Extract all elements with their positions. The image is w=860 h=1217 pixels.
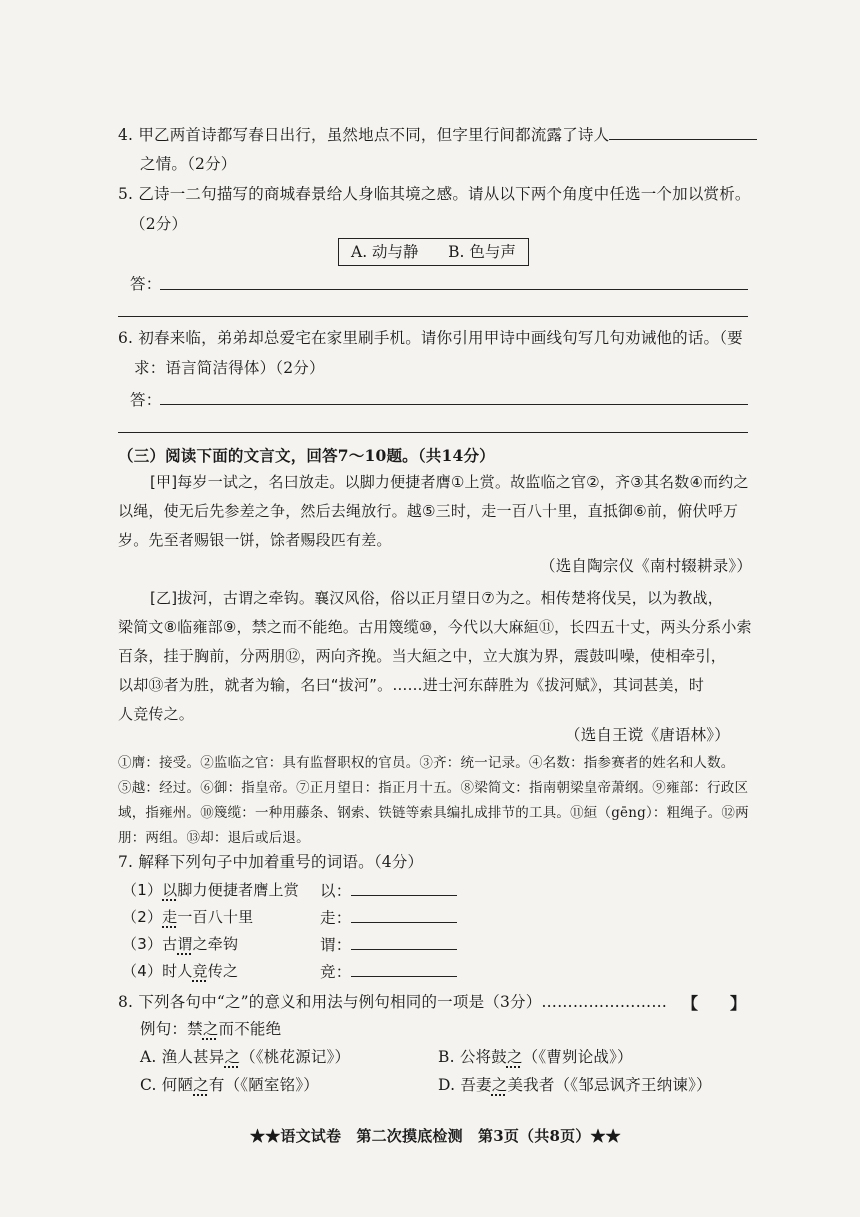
q7-item-2 <box>122 906 253 928</box>
q8-option-d-post: 美我者（《邹忌讽齐王纳谏》） <box>507 1076 712 1094</box>
q6-answer-line-2[interactable] <box>118 432 748 433</box>
q5-options-box <box>338 238 529 266</box>
q7-item-1-post: 脚力便捷者膺上赏 <box>177 881 299 899</box>
q6-line1: 6. 初春来临，弟弟却总爱宅在家里刷手机。请你引用甲诗中画线句写几句劝诫他的话。（要 <box>118 329 743 347</box>
jia-line-2: 以绳，使无后先参差之争，然后去绳放行。越⑤三时，走一百八十里，直抵御⑥前，俯伏呼万 <box>118 502 739 520</box>
q7-item-3-dotted: 谓 <box>177 935 193 953</box>
q5-option-b: B. 色与声 <box>448 243 516 261</box>
q4-blank[interactable] <box>609 123 757 140</box>
yi-source: （选自王谠《唐语林》） <box>565 726 730 744</box>
q8-option-c-post: 有（《陋室铭》） <box>208 1076 319 1094</box>
jia-line-3: 岁。先至者赐银一饼，馀者赐段匹有差。 <box>118 531 392 549</box>
q6-answer-label: 答： <box>130 391 162 409</box>
q5-answer-label: 答： <box>130 275 162 293</box>
section3-title: （三）阅读下面的文言文，回答7～10题。（共14分） <box>118 446 495 465</box>
q7-item-2-blank[interactable] <box>351 906 457 923</box>
q8-answer-bracket[interactable]: 【 】 <box>682 994 747 1013</box>
q7-item-1-label: 以： <box>320 882 352 900</box>
notes-line-3: 域，指雍州。⑩篾缆：一种用藤条、钢索、铁链等索具编扎成排节的工具。⑪絙（gēng）：粗绳子。⑫两 <box>118 805 749 821</box>
q8-option-b <box>438 1046 633 1068</box>
q8-option-b-post: （《曹刿论战》） <box>522 1048 633 1066</box>
q7-item-2-pre: （2） <box>122 908 163 926</box>
q8-example-post: 而不能绝 <box>218 1020 282 1038</box>
q7-item-1-answer <box>320 879 457 902</box>
jia-source: （选自陶宗仪《南村辍耕录》） <box>540 557 753 575</box>
q8-option-a-pre: A. 渔人甚异 <box>140 1048 225 1066</box>
q5-answer-line-2[interactable] <box>118 316 748 317</box>
q7-title: 7. 解释下列句子中加着重号的词语。（4分） <box>118 853 424 871</box>
notes-line-1: ①膺：接受。②监临之官：具有监督职权的官员。③齐：统一记录。④名数：指参赛者的姓名和人数。 <box>118 755 735 771</box>
q7-item-2-label: 走： <box>320 909 352 927</box>
q7-item-3-post: 之牵钩 <box>192 935 239 953</box>
yi-line-2: 梁简文⑧临雍部⑨，禁之而不能绝。古用篾缆⑩，今代以大麻絙⑪，长四五十丈，两头分系小索 <box>118 618 752 636</box>
q7-item-4-dotted: 竞 <box>192 962 208 980</box>
q7-item-4-pre: （4）时人 <box>122 962 193 980</box>
notes-line-2: ⑤越：经过。⑥御：指皇帝。⑦正月望日：指正月十五。⑧梁简文：指南朝梁皇帝萧纲。⑨雍部：行政区 <box>118 780 749 796</box>
q8-example-pre: 例句：禁 <box>140 1020 203 1038</box>
q7-item-1-dotted: 以 <box>162 881 178 899</box>
q8-option-a-dot: 之 <box>224 1048 241 1066</box>
q8-option-c-pre: C. 何陋 <box>140 1076 194 1094</box>
q8-title: 8. 下列各句中“之”的意义和用法与例句相同的一项是（3分）…………………… <box>118 993 668 1011</box>
q7-item-4 <box>122 960 238 982</box>
q8-option-c-dot: 之 <box>193 1076 209 1094</box>
q7-item-3-answer <box>320 933 457 956</box>
q7-item-2-answer <box>320 906 457 929</box>
q7-item-3-pre: （3）古 <box>122 935 178 953</box>
q8-option-d-dot: 之 <box>491 1076 508 1094</box>
q7-item-4-answer <box>320 960 457 983</box>
yi-line-1: [乙]拔河，古谓之牵钩。襄汉风俗，俗以正月望日⑦为之。相传楚将伐吴，以为教战， <box>150 589 723 607</box>
q6-answer-line-1[interactable] <box>160 404 748 405</box>
yi-line-5: 人竞传之。 <box>118 705 195 723</box>
q6-line2: 求：语言简洁得体）（2分） <box>134 359 325 377</box>
q4-line1 <box>118 123 757 146</box>
q8-option-b-dot: 之 <box>506 1048 523 1066</box>
q8-option-d <box>438 1074 712 1096</box>
q7-item-1-blank[interactable] <box>351 879 457 896</box>
notes-line-4: 朋：两组。⑬却：退后或后退。 <box>118 830 310 846</box>
q8-example-dot: 之 <box>202 1020 219 1038</box>
q5-line1: 5. 乙诗一二句描写的商城春景给人身临其境之感。请从以下两个角度中任选一个加以赏析。 <box>118 185 751 203</box>
yi-line-3: 百条，挂于胸前，分两朋⑫，两向齐挽。当大絙之中，立大旗为界，震鼓叫噪，使相牵引， <box>118 647 727 665</box>
q8-option-a <box>140 1046 350 1068</box>
q8-example <box>140 1018 281 1040</box>
q7-item-3 <box>122 933 238 955</box>
q4-text: 4. 甲乙两首诗都写春日出行，虽然地点不同，但字里行间都流露了诗人 <box>118 126 610 144</box>
q7-item-3-blank[interactable] <box>351 933 457 950</box>
q7-item-4-post: 传之 <box>207 962 239 980</box>
q8-option-b-pre: B. 公将鼓 <box>438 1048 507 1066</box>
q7-item-2-dotted: 走 <box>162 908 178 926</box>
q8-option-c <box>140 1074 319 1096</box>
yi-line-4: 以却⑬者为胜，就者为输，名曰“拔河”。……进士河东薛胜为《拔河赋》，其词甚美，时 <box>118 676 705 694</box>
q4-line2: 之情。（2分） <box>140 155 237 173</box>
q5-option-a: A. 动与静 <box>351 243 419 261</box>
q7-item-1-pre: （1） <box>122 881 163 899</box>
q7-item-4-blank[interactable] <box>351 960 457 977</box>
page-footer: ★★语文试卷 第二次摸底检测 第3页（共8页）★★ <box>250 1127 621 1145</box>
q5-line2: （2分） <box>130 215 188 233</box>
q5-answer-line-1[interactable] <box>160 289 748 290</box>
q8-option-a-post: （《桃花源记》） <box>240 1048 351 1066</box>
q7-item-1 <box>122 879 299 901</box>
jia-line-1: [甲]每岁一试之，名曰放走。以脚力便捷者膺①上赏。故监临之官②，齐③其名数④而约之 <box>150 473 749 491</box>
q8-option-d-pre: D. 吾妻 <box>438 1076 492 1094</box>
q7-item-4-label: 竞： <box>320 963 352 981</box>
q7-item-2-post: 一百八十里 <box>177 908 254 926</box>
q7-item-3-label: 谓： <box>320 936 352 954</box>
